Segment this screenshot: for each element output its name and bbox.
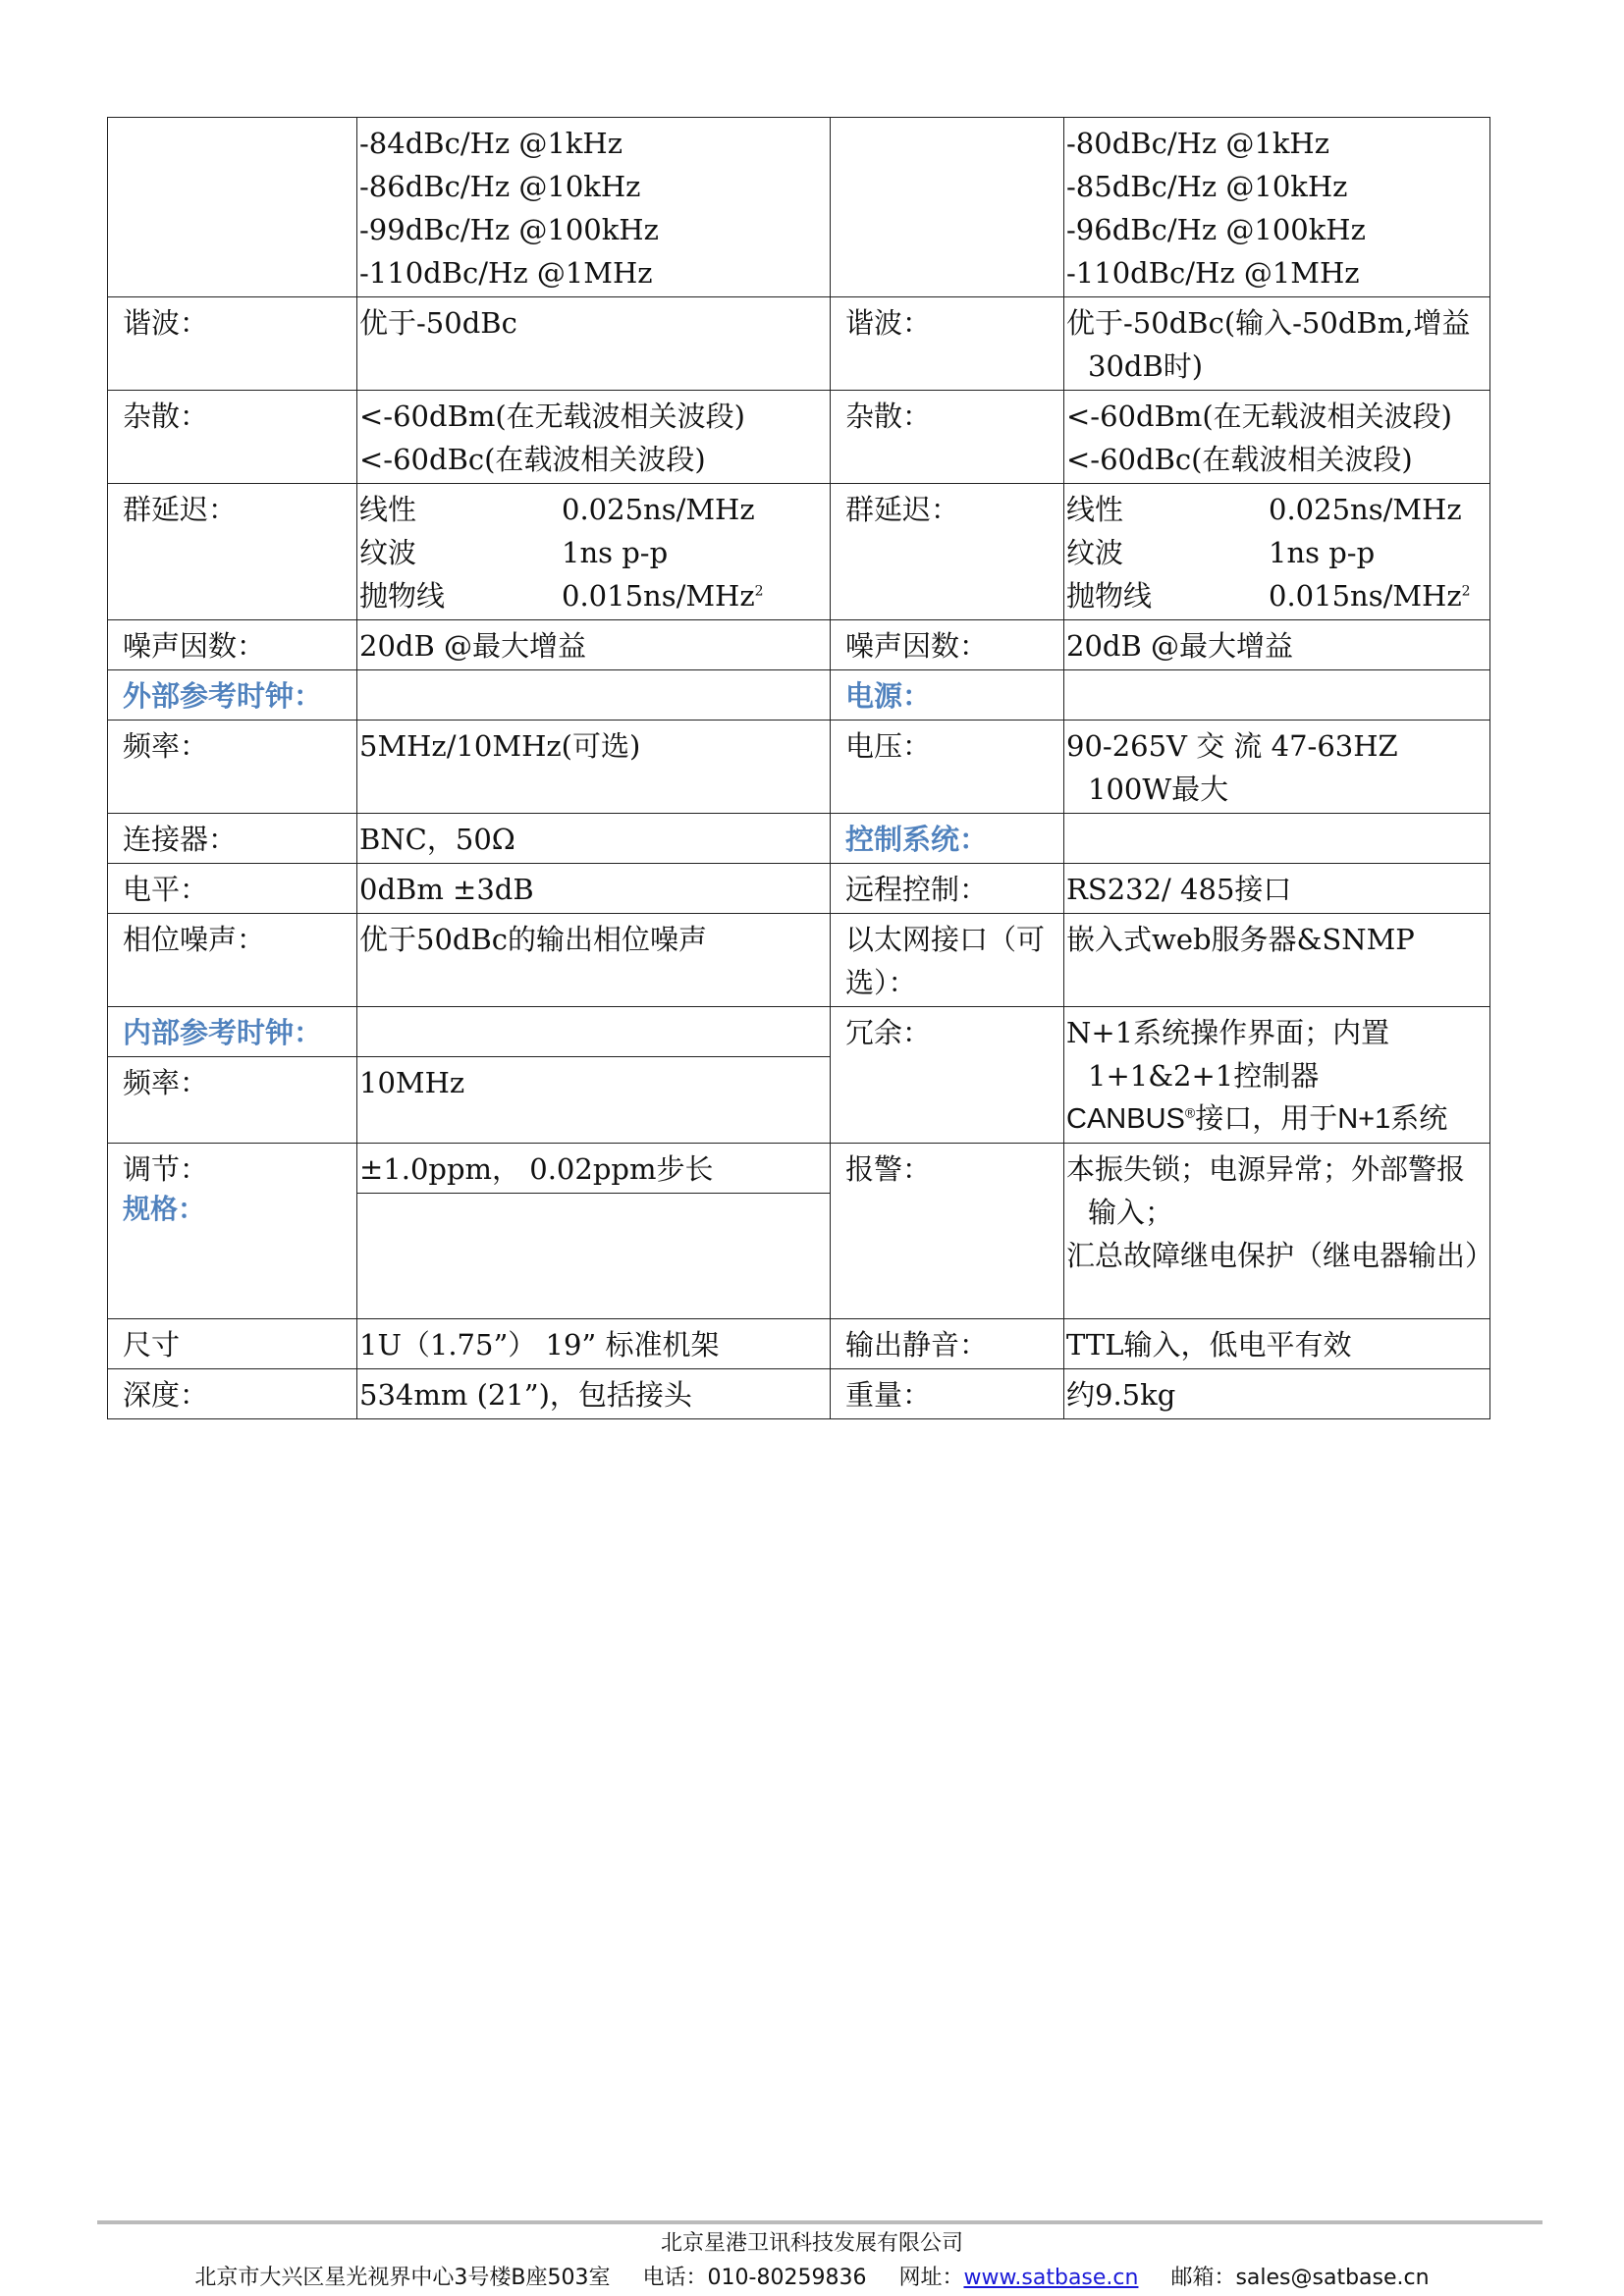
group-delay-val: 0.015ns/MHz [1269,579,1462,613]
group-delay-key: 线性 [1066,493,1124,526]
harmonic-value-right [1064,297,1490,391]
weight-label: 重量： [831,1369,1064,1419]
table-row [108,297,1490,391]
size-label: 尺寸 [108,1319,357,1369]
alarm-label: 报警： [831,1144,1064,1319]
section-heading-internal-clock: 内部参考时钟： [108,1007,357,1057]
footer-web-label: 网址： [898,2266,964,2290]
noise-figure-value-right: 20dB @最大增益 [1064,620,1490,670]
empty-cell [831,118,1064,297]
group-delay-key: 纹波 [359,536,417,569]
table-row [108,484,1490,620]
harmonic-value: 优于-50dBc [357,297,831,391]
adjust-value: ±1.0ppm， 0.02ppm步长 [357,1144,831,1194]
list-item: -80dBc/Hz @1kHz [1066,127,1329,160]
spurious-value-right [1064,391,1490,484]
table-row [108,914,1490,1007]
redundancy-line-2: 接口，用于N+1系统 [1195,1103,1448,1135]
spurious-value [357,391,831,484]
list-item: <-60dBm(在无载波相关波段) [359,400,746,433]
footer-email: sales@satbase.cn [1235,2266,1430,2290]
footer-email-label: 邮箱： [1170,2266,1236,2290]
section-heading-external-clock: 外部参考时钟： [108,670,357,721]
phase-noise-value: 优于50dBc的输出相位噪声 [357,914,831,1007]
group-delay-val: 0.015ns/MHz [562,579,755,613]
level-label: 电平： [108,864,357,914]
table-row [108,391,1490,484]
section-heading-control: 控制系统： [831,814,1064,864]
redundancy-line-1: N+1系统操作界面；内置1+1&2+1控制器 [1066,1016,1390,1093]
footer-phone: 010-80259836 [707,2266,867,2290]
weight-value: 约9.5kg [1064,1369,1490,1419]
level-value: 0dBm ±3dB [357,864,831,914]
group-delay-label: 群延迟： [108,484,357,620]
table-row [108,670,1490,721]
superscript: 2 [1461,583,1471,600]
registered-mark: ® [1184,1104,1196,1121]
group-delay-key: 纹波 [1066,536,1124,569]
harmonic-label: 谐波： [108,297,357,391]
ethernet-label [831,914,1064,1007]
footer-address: 北京市大兴区星光视界中心3号楼B座503室 [194,2266,611,2290]
alarm-line-2: 汇总故障继电保护（继电器输出） [1066,1239,1494,1272]
empty-cell [357,1007,831,1057]
superscript: 2 [754,583,764,600]
frequency-value: 5MHz/10MHz(可选) [357,721,831,814]
table-row [108,1007,1490,1057]
table-row [108,1369,1490,1419]
output-mute-value: TTL输入，低电平有效 [1064,1319,1490,1369]
depth-label: 深度： [108,1369,357,1419]
list-item: -99dBc/Hz @100kHz [359,213,659,246]
table-row [108,864,1490,914]
footer-company: 北京星港卫讯科技发展有限公司 [660,2231,963,2256]
depth-value: 534mm (21”)，包括接头 [357,1369,831,1419]
voltage-label: 电压： [831,721,1064,814]
internal-frequency-label: 频率： [108,1057,357,1144]
table-row [108,721,1490,814]
section-heading-spec: 规格： [123,1193,206,1225]
size-value: 1U（1.75”） 19” 标准机架 [357,1319,831,1369]
harmonic-value-right-text: 优于-50dBc(输入-50dBm,增益30dB时) [1066,306,1471,383]
phase-noise-values-left [357,118,831,297]
alarm-line-1: 本振失锁；电源异常；外部警报输入； [1066,1152,1466,1229]
list-item: -110dBc/Hz @1MHz [1066,256,1360,290]
empty-cell [108,118,357,297]
group-delay-val: 0.025ns/MHz [562,493,755,526]
connector-label: 连接器： [108,814,357,864]
group-delay-val: 1ns p-p [562,536,669,569]
ethernet-label-text: 以太网接口（可选）： [845,923,1046,999]
group-delay-key: 抛物线 [359,579,446,613]
voltage-value [1064,721,1490,814]
group-delay-val: 1ns p-p [1269,536,1376,569]
spurious-label: 杂散： [108,391,357,484]
group-delay-val: 0.025ns/MHz [1269,493,1462,526]
connector-value: BNC，50Ω [357,814,831,864]
empty-cell [357,670,831,721]
list-item: <-60dBm(在无载波相关波段) [1066,400,1453,433]
phase-noise-values-right [1064,118,1490,297]
spec-table [107,117,1494,1419]
spurious-label-right: 杂散： [831,391,1064,484]
table-row [108,118,1490,297]
noise-figure-label: 噪声因数： [108,620,357,670]
adjust-label [108,1144,357,1319]
list-item: -86dBc/Hz @10kHz [359,170,641,203]
footer-contact [0,2261,1624,2291]
remote-control-value: RS232/ 485接口 [1064,864,1490,914]
table-row [108,620,1490,670]
group-delay-label-right: 群延迟： [831,484,1064,620]
list-item: -96dBc/Hz @100kHz [1066,213,1366,246]
redundancy-label: 冗余： [831,1007,1064,1144]
alarm-value [1064,1144,1494,1319]
list-item: -110dBc/Hz @1MHz [359,256,653,290]
footer-web-link[interactable]: www.satbase.cn [963,2266,1139,2290]
list-item: -84dBc/Hz @1kHz [359,127,623,160]
phase-noise-label: 相位噪声： [108,914,357,1007]
group-delay-key: 线性 [359,493,417,526]
ethernet-value: 嵌入式web服务器&SNMP [1064,914,1490,1007]
adjust-label-text: 调节： [123,1152,209,1186]
group-delay-value [357,484,831,620]
frequency-label: 频率： [108,721,357,814]
harmonic-label-right: 谐波： [831,297,1064,391]
voltage-value-text: 90-265V 交 流 47-63HZ 100W最大 [1066,729,1398,806]
internal-frequency-value: 10MHz [357,1057,831,1144]
table-row [108,1319,1490,1369]
output-mute-label: 输出静音： [831,1319,1064,1369]
empty-cell [1064,670,1490,721]
empty-cell [1064,814,1490,864]
empty-cell [357,1194,831,1319]
footer-divider [97,2220,1543,2224]
noise-figure-label-right: 噪声因数： [831,620,1064,670]
footer-phone-label: 电话： [642,2266,708,2290]
remote-control-label: 远程控制： [831,864,1064,914]
redundancy-value [1064,1007,1490,1144]
group-delay-key: 抛物线 [1066,579,1153,613]
table-row [108,1144,1490,1194]
list-item: <-60dBc(在载波相关波段) [359,443,706,476]
redundancy-canbus: CANBUS [1066,1103,1185,1135]
list-item: <-60dBc(在载波相关波段) [1066,443,1413,476]
section-heading-power: 电源： [831,670,1064,721]
group-delay-value-right [1064,484,1490,620]
table-row [108,814,1490,864]
noise-figure-value: 20dB @最大增益 [357,620,831,670]
list-item: -85dBc/Hz @10kHz [1066,170,1348,203]
